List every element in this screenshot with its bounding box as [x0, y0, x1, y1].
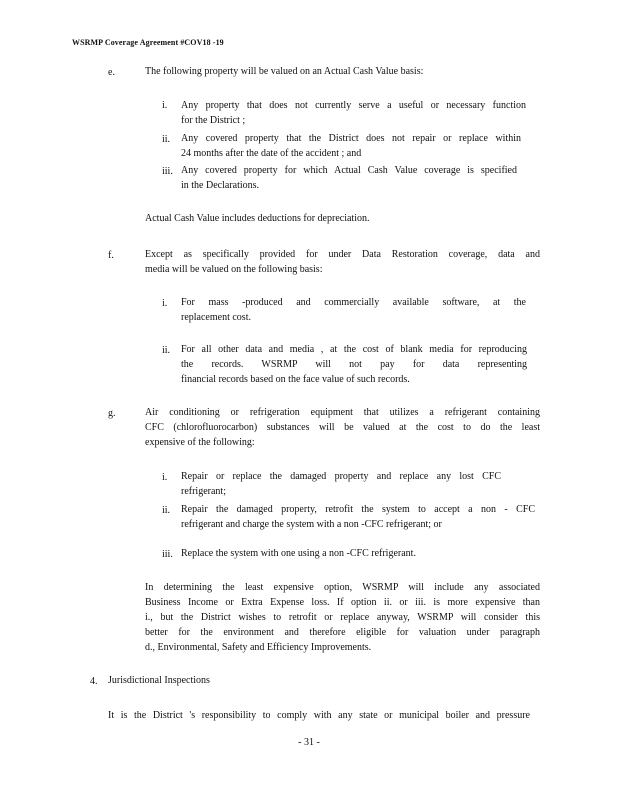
item-g-intro: Air conditioning or refrigeration equipment that utilizes a refrigerant containing CFC (chlorofluorocarbon) substances will be valued at the cost to do the least expensive of the following:	[145, 407, 540, 448]
item-f-sub-ii-num: ii.	[162, 345, 171, 356]
item-g-closing: In determining the least expensive option, WSRMP will include any associated Business Income or Extra Expense loss. If option ii. or iii. is more expensive than i., but the District wishes to retrofit or replace anyway, WSRMP will consider this better for the environment and therefore eligible for valuation under paragraph d., Environmental, Safety and Efficiency Improvements.	[145, 582, 540, 653]
item-g-label: g.	[108, 408, 116, 419]
item-g-sub-ii-num: ii.	[162, 505, 171, 516]
item-f-sub-i-num: i.	[162, 298, 168, 309]
item-e-sub-i-text: Any property that does not currently serve a useful or necessary function for the District ;	[181, 100, 526, 126]
item-g-sub-ii-text: Repair the damaged property, retrofit the system to accept a non - CFC refrigerant and charge the system with a non -CFC refrigerant; or	[181, 504, 535, 530]
item-e-sub-iii-text: Any covered property for which Actual Cash Value coverage is specified in the Declarations.	[181, 165, 517, 191]
item-g-sub-iii-num: iii.	[162, 549, 173, 560]
section-4-text: It is the District 's responsibility to comply with any state or municipal boiler and pressure	[108, 710, 530, 721]
item-f-sub-i-text: For mass -produced and commercially available software, at the replacement cost.	[181, 297, 526, 323]
item-g-sub-iii-text: Replace the system with one using a non -CFC refrigerant.	[181, 548, 416, 559]
item-e-sub-ii-num: ii.	[162, 134, 171, 145]
item-e-note: Actual Cash Value includes deductions for depreciation.	[145, 213, 370, 224]
item-e-label: e.	[108, 67, 115, 78]
section-4-number: 4.	[90, 676, 98, 687]
item-g-sub-i-text: Repair or replace the damaged property and replace any lost CFC refrigerant;	[181, 471, 501, 497]
section-4-title: Jurisdictional Inspections	[108, 675, 210, 686]
item-e-sub-iii-num: iii.	[162, 166, 173, 177]
item-e-intro: The following property will be valued on an Actual Cash Value basis:	[145, 66, 424, 77]
page-header: WSRMP Coverage Agreement #COV18 -19	[72, 38, 224, 47]
page-number: - 31 -	[298, 737, 320, 748]
item-f-sub-ii-text: For all other data and media , at the cost of blank media for reproducing the records. WSRMP will not pay for data representing financial records based on the face value of such records.	[181, 344, 527, 385]
item-g-sub-i-num: i.	[162, 472, 168, 483]
item-f-label: f.	[108, 250, 114, 261]
item-e-sub-ii-text: Any covered property that the District does not repair or replace within 24 months after the date of the accident ; and	[181, 133, 521, 159]
item-e-sub-i-num: i.	[162, 100, 168, 111]
item-f-intro: Except as specifically provided for under Data Restoration coverage, data and media will be valued on the following basis:	[145, 249, 540, 275]
